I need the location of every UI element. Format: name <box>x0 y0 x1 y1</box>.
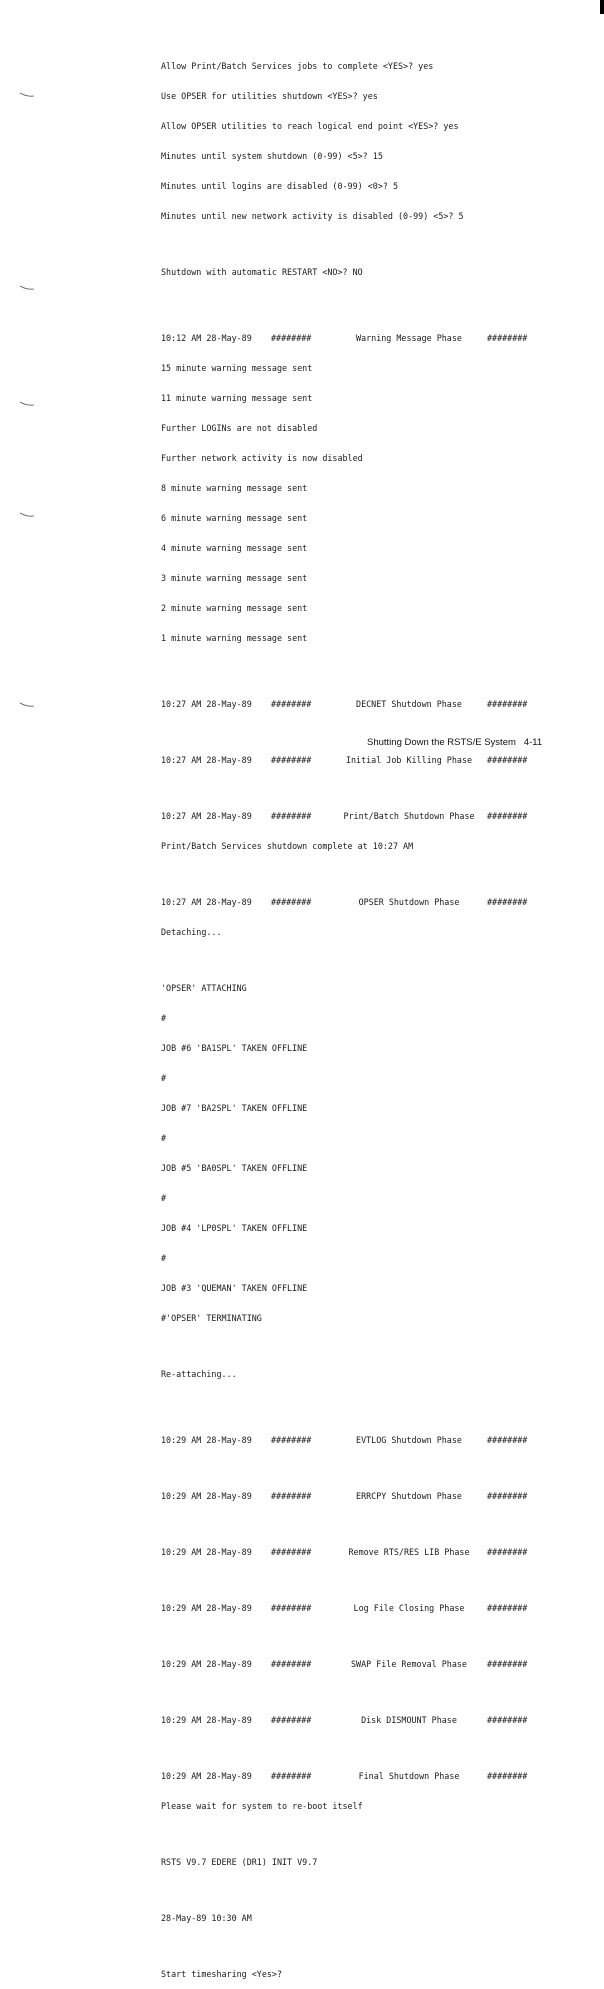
margin-tick <box>20 92 34 98</box>
phase-name: Log File Closing Phase <box>353 1603 465 1613</box>
phase-hash: ######## <box>271 1547 312 1557</box>
phase-name: EVTLOG Shutdown Phase <box>356 1435 462 1445</box>
phase-time: 10:27 AM 28-May-89 <box>161 699 252 709</box>
phase-hash: ######## <box>487 699 528 709</box>
phase-hash: ######## <box>487 755 528 765</box>
phase-hash: ######## <box>487 1771 528 1781</box>
warning-line: 11 minute warning message sent <box>161 393 313 403</box>
phase-row-swap-file <box>161 1659 561 1669</box>
phase-time: 10:29 AM 28-May-89 <box>161 1771 252 1781</box>
boot-date-line: 28-May-89 10:30 AM <box>161 1913 252 1923</box>
phase-row-job-killing <box>161 755 561 765</box>
prompt-line: Use OPSER for utilities shutdown <YES>? yes <box>161 91 378 101</box>
warning-line: 15 minute warning message sent <box>161 363 313 373</box>
phase-hash: ######## <box>487 1435 528 1445</box>
phase-row-print-batch <box>161 811 561 821</box>
phase-hash: ######## <box>271 1603 312 1613</box>
phase-name: Initial Job Killing Phase <box>345 755 473 765</box>
opser-terminating: #'OPSER' TERMINATING <box>161 1313 262 1323</box>
warning-line: 3 minute warning message sent <box>161 573 308 583</box>
phase-row-decnet <box>161 699 561 709</box>
warning-line: 1 minute warning message sent <box>161 633 308 643</box>
phase-hash: ######## <box>271 1771 312 1781</box>
phase-hash: ######## <box>271 699 312 709</box>
warning-line: Further network activity is now disabled <box>161 453 363 463</box>
phase-time: 10:29 AM 28-May-89 <box>161 1603 252 1613</box>
page-footer <box>367 737 542 748</box>
warning-line: 4 minute warning message sent <box>161 543 308 553</box>
phase-name: Print/Batch Shutdown Phase <box>343 811 475 821</box>
hash-line: # <box>161 1253 167 1263</box>
phase-hash: ######## <box>271 897 312 907</box>
phase-time: 10:29 AM 28-May-89 <box>161 1659 252 1669</box>
init-version-line: RSTS V9.7 EDERE (DR1) INIT V9.7 <box>161 1857 318 1867</box>
warning-line: 2 minute warning message sent <box>161 603 308 613</box>
phase-time: 10:29 AM 28-May-89 <box>161 1491 252 1501</box>
prompt-line: Minutes until new network activity is disabled (0-99) <5>? 5 <box>161 211 464 221</box>
phase-row-log-file <box>161 1603 561 1613</box>
margin-tick <box>20 401 34 407</box>
prompt-line: Allow Print/Batch Services jobs to complete <YES>? yes <box>161 61 434 71</box>
phase-time: 10:29 AM 28-May-89 <box>161 1715 252 1725</box>
phase-time: 10:29 AM 28-May-89 <box>161 1435 252 1445</box>
phase-hash: ######## <box>487 1547 528 1557</box>
phase-hash: ######## <box>487 1491 528 1501</box>
phase-name: ERRCPY Shutdown Phase <box>356 1491 462 1501</box>
footer-section-title: Shutting Down the RSTS/E System <box>367 737 516 748</box>
phase-row-disk-dismount <box>161 1715 561 1725</box>
phase-hash: ######## <box>487 333 528 343</box>
phase-name: SWAP File Removal Phase <box>351 1659 467 1669</box>
phase-time: 10:27 AM 28-May-89 <box>161 755 252 765</box>
phase-name: Disk DISMOUNT Phase <box>361 1715 457 1725</box>
phase-name: Remove RTS/RES LIB Phase <box>348 1547 470 1557</box>
job-offline-line: JOB #3 'QUEMAN' TAKEN OFFLINE <box>161 1283 308 1293</box>
job-offline-line: JOB #5 'BA0SPL' TAKEN OFFLINE <box>161 1163 308 1173</box>
phase-hash: ######## <box>487 1659 528 1669</box>
warning-line: 6 minute warning message sent <box>161 513 308 523</box>
job-offline-line: JOB #6 'BA1SPL' TAKEN OFFLINE <box>161 1043 308 1053</box>
hash-line: # <box>161 1073 167 1083</box>
phase-time: 10:27 AM 28-May-89 <box>161 897 252 907</box>
reboot-wait-line: Please wait for system to re-boot itself <box>161 1801 363 1811</box>
phase-hash: ######## <box>271 1491 312 1501</box>
phase-row-remove-rts <box>161 1547 561 1557</box>
phase-time: 10:27 AM 28-May-89 <box>161 811 252 821</box>
phase-hash: ######## <box>271 1435 312 1445</box>
phase-row-errcpy <box>161 1491 561 1501</box>
margin-tick <box>20 512 34 518</box>
phase-name: Final Shutdown Phase <box>358 1771 460 1781</box>
phase-name: Warning Message Phase <box>356 333 462 343</box>
phase-hash: ######## <box>487 811 528 821</box>
opser-attaching: 'OPSER' ATTACHING <box>161 983 247 993</box>
warning-line: Further LOGINs are not disabled <box>161 423 318 433</box>
phase-hash: ######## <box>271 333 312 343</box>
page-edge-mark <box>600 0 604 14</box>
phase-hash: ######## <box>487 1715 528 1725</box>
margin-tick <box>20 702 34 708</box>
margin-tick <box>20 285 34 291</box>
prompt-line: Minutes until logins are disabled (0-99) <0>? 5 <box>161 181 398 191</box>
prompt-line: Minutes until system shutdown (0-99) <5>? 15 <box>161 151 383 161</box>
restart-prompt: Shutdown with automatic RESTART <NO>? NO <box>161 267 363 277</box>
hash-line: # <box>161 1133 167 1143</box>
phase-hash: ######## <box>271 1659 312 1669</box>
phase-name: OPSER Shutdown Phase <box>358 897 460 907</box>
job-offline-line: JOB #7 'BA2SPL' TAKEN OFFLINE <box>161 1103 308 1113</box>
print-batch-complete: Print/Batch Services shutdown complete at 10:27 AM <box>161 841 414 851</box>
phase-hash: ######## <box>271 1715 312 1725</box>
phase-time: 10:12 AM 28-May-89 <box>161 333 252 343</box>
hash-line: # <box>161 1193 167 1203</box>
footer-page-number: 4-11 <box>523 737 543 748</box>
phase-hash: ######## <box>487 1603 528 1613</box>
hash-line: # <box>161 1013 167 1023</box>
reattaching-line: Re-attaching... <box>161 1369 237 1379</box>
console-transcript <box>161 41 561 1989</box>
phase-hash: ######## <box>271 755 312 765</box>
phase-row-opser <box>161 897 561 907</box>
start-timesharing-prompt: Start timesharing <Yes>? <box>161 1969 283 1979</box>
warning-line: 8 minute warning message sent <box>161 483 308 493</box>
phase-hash: ######## <box>487 897 528 907</box>
phase-hash: ######## <box>271 811 312 821</box>
phase-name: DECNET Shutdown Phase <box>356 699 462 709</box>
job-offline-line: JOB #4 'LP0SPL' TAKEN OFFLINE <box>161 1223 308 1233</box>
phase-row-final-shutdown <box>161 1771 561 1781</box>
detaching-line: Detaching... <box>161 927 222 937</box>
phase-row-evtlog <box>161 1435 561 1445</box>
phase-row-warning <box>161 333 561 343</box>
phase-time: 10:29 AM 28-May-89 <box>161 1547 252 1557</box>
prompt-line: Allow OPSER utilities to reach logical end point <YES>? yes <box>161 121 459 131</box>
